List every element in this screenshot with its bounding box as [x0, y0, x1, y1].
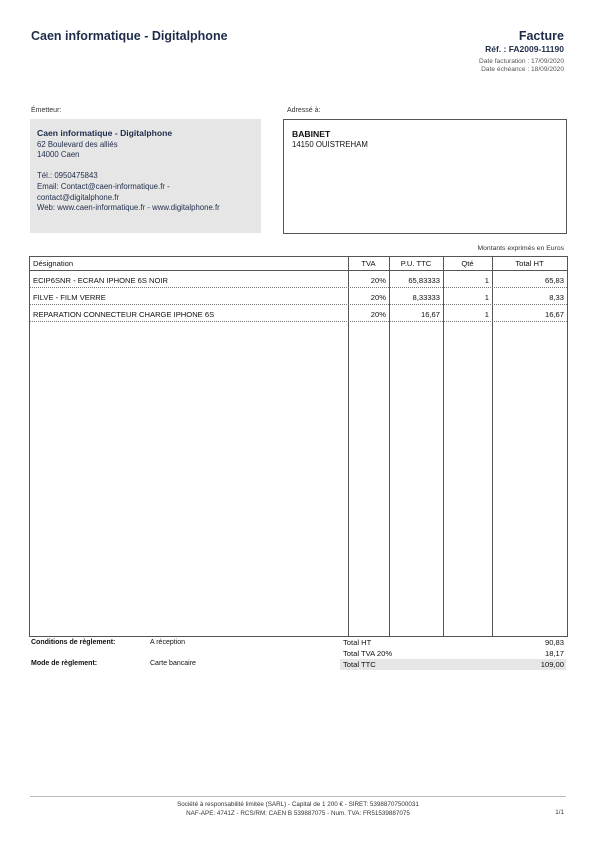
totals-block: [340, 637, 566, 670]
emitter-street: 62 Boulevard des alliés: [37, 139, 118, 149]
row-total: 16,67: [544, 310, 564, 319]
header-tva: TVA: [361, 259, 376, 268]
invoice-date: Date facturation : 17/09/2020: [478, 58, 564, 65]
total-ttc-row: [340, 659, 566, 670]
table-row: [30, 273, 567, 288]
payment-terms-label: Conditions de règlement:: [31, 639, 116, 646]
row-unit-price: 8,33333: [412, 293, 440, 302]
table-row: [30, 290, 567, 305]
total-ht-row: [340, 637, 566, 648]
total-ht-value: 90,83: [544, 638, 564, 647]
emitter-email-2: contact@digitalphone.fr: [37, 192, 120, 202]
header-total-ht: Total HT: [515, 259, 544, 268]
row-quantity: 1: [484, 293, 489, 302]
total-ttc-label: Total TTC: [343, 660, 376, 669]
footer-line-2: NAF-APE: 4741Z - RCS/RM: CAEN B 539887075 - Num. TVA: FR51539887075: [186, 810, 410, 817]
row-total: 8,33: [549, 293, 564, 302]
due-date: Date échéance : 18/09/2020: [481, 66, 564, 73]
row-unit-price: 65,83333: [408, 276, 440, 285]
row-designation: ECIP6SNR - ECRAN IPHONE 6S NOIR: [33, 276, 169, 285]
items-table: [29, 256, 568, 637]
recipient-name: BABINET: [292, 129, 331, 139]
emitter-label: Émetteur:: [31, 107, 62, 114]
recipient-label: Adressé à:: [287, 107, 321, 114]
emitter-web: Web: www.caen-informatique.fr - www.digitalphone.fr: [37, 203, 220, 213]
payment-mode-value: Carte bancaire: [150, 660, 196, 667]
header-quantity: Qté: [461, 259, 474, 268]
document-type-title: Facture: [518, 29, 564, 43]
row-designation: REPARATION CONNECTEUR CHARGE IPHONE 6S: [33, 310, 215, 319]
row-quantity: 1: [484, 276, 489, 285]
emitter-box: [30, 119, 261, 233]
currency-note: Montants exprimés en Euros: [477, 245, 564, 252]
payment-mode-label: Mode de règlement:: [31, 660, 98, 667]
row-tva: 20%: [370, 293, 386, 302]
recipient-box: [283, 119, 567, 234]
total-tva-value: 18,17: [544, 649, 564, 658]
row-tva: 20%: [370, 276, 386, 285]
total-tva-row: [340, 648, 566, 659]
company-title: Caen informatique - Digitalphone: [31, 29, 228, 43]
header-unit-price: P.U. TTC: [400, 259, 432, 268]
header-designation: Désignation: [33, 259, 74, 268]
total-tva-label: Total TVA 20%: [343, 649, 393, 658]
payment-terms-value: A réception: [150, 639, 186, 646]
emitter-phone: Tél.: 0950475843: [37, 171, 98, 181]
legal-footer: [30, 800, 566, 818]
footer-line-1: Société à responsabilité limitée (SARL) - Capital de 1 200 € - SIRET: 53988707500031: [177, 801, 419, 808]
row-tva: 20%: [370, 310, 386, 319]
recipient-city: 14150 OUISTREHAM: [292, 139, 368, 149]
page-number: 1/1: [555, 809, 564, 816]
row-unit-price: 16,67: [420, 310, 440, 319]
footer-divider: [30, 796, 566, 797]
invoice-reference: Réf. : FA2009-11190: [485, 44, 564, 54]
row-designation: FILVE - FILM VERRE: [33, 293, 106, 302]
emitter-name: Caen informatique - Digitalphone: [37, 128, 173, 138]
emitter-city: 14000 Caen: [37, 150, 80, 160]
total-ht-label: Total HT: [343, 638, 372, 647]
row-total: 65,83: [544, 276, 564, 285]
table-row: [30, 307, 567, 322]
row-quantity: 1: [484, 310, 489, 319]
emitter-email: Email: Contact@caen-informatique.fr -: [37, 181, 170, 191]
total-ttc-value: 109,00: [540, 660, 564, 669]
